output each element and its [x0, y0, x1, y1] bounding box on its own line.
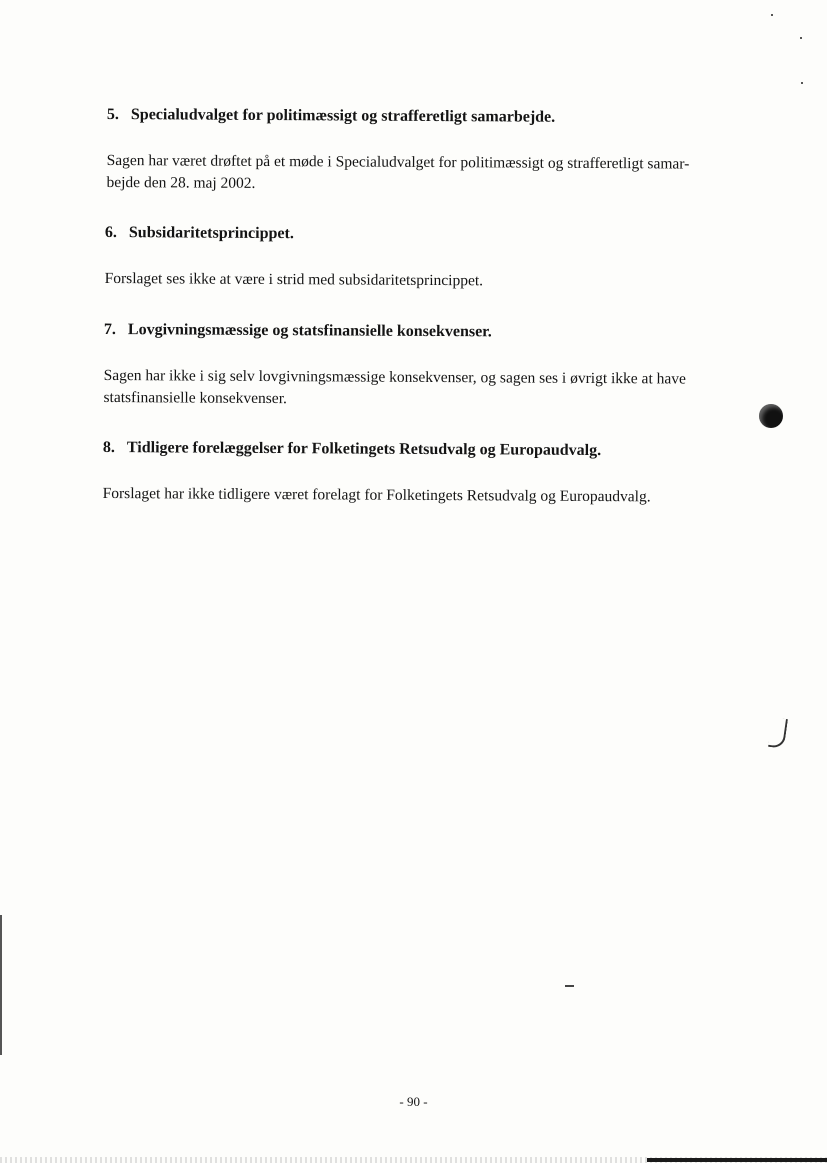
- scan-dash-mark: [565, 985, 574, 987]
- section-title: Subsidaritetsprincippet.: [128, 224, 294, 243]
- section-5: [106, 105, 747, 198]
- scan-bottom-bar: [647, 1158, 827, 1162]
- section-8: [103, 438, 743, 509]
- scan-dot-mark: [801, 82, 803, 84]
- body-line: statsfinansielle konsekvenser.: [103, 388, 287, 408]
- scan-dot-mark: [771, 14, 773, 16]
- section-heading: [104, 320, 744, 344]
- page-number: - 90 -: [399, 1094, 428, 1109]
- scan-dot-mark: [800, 37, 802, 39]
- body-line: Sagen har ikke i sig selv lovgivningsmæssige konsekvenser, og sagen ses i øvrigt ikke at have: [103, 366, 686, 388]
- section-number: 6.: [104, 223, 117, 242]
- body-line: Sagen har været drøftet på et møde i Specialudvalget for politimæssigt og strafferetligt samar-: [106, 151, 690, 173]
- section-number: 5.: [106, 105, 119, 124]
- section-number: 8.: [102, 438, 115, 457]
- section-body: [105, 268, 745, 294]
- section-title: Lovgivningsmæssige og statsfinansielle konsekvenser.: [127, 321, 492, 341]
- section-7: [103, 320, 744, 413]
- section-number: 7.: [103, 320, 116, 339]
- section-heading: [103, 438, 743, 462]
- body-line: Forslaget har ikke tidligere været forelagt for Folketingets Retsudvalg og Europaudvalg.: [102, 484, 651, 506]
- body-line: bejde den 28. maj 2002.: [106, 173, 256, 192]
- section-heading: [105, 223, 745, 247]
- section-heading: [107, 105, 747, 129]
- punch-hole-mark: [759, 404, 783, 428]
- scan-left-edge: [0, 915, 2, 1055]
- body-line: Forslaget ses ikke at være i strid med subsidaritetsprincippet.: [104, 269, 484, 290]
- section-body: [103, 483, 743, 509]
- section-body: [103, 365, 743, 413]
- section-body: [106, 150, 746, 198]
- scan-curl-mark: [768, 717, 788, 749]
- section-6: [105, 223, 745, 294]
- section-title: Tidligere forelæggelser for Folketingets Retsudvalg og Europaudvalg.: [126, 439, 602, 460]
- section-title: Specialudvalget for politimæssigt og strafferetligt samarbejde.: [130, 106, 556, 126]
